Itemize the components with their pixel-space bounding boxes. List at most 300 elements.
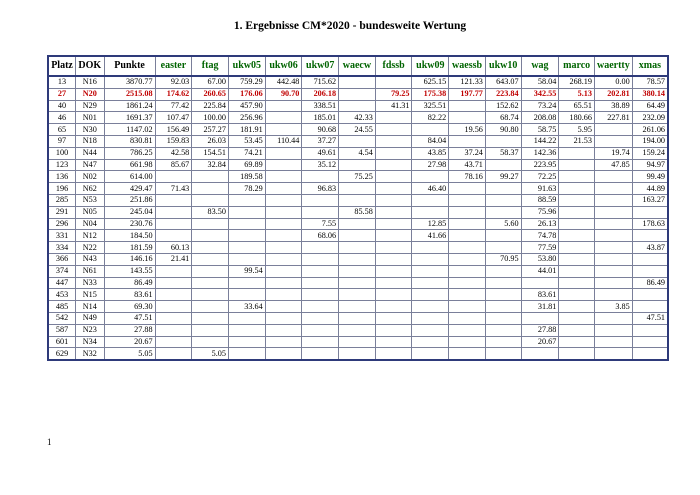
cell-ukw09: [412, 124, 449, 136]
cell-dok: N32: [76, 348, 105, 360]
cell-waecw: [339, 135, 376, 147]
cell-ukw07: [302, 312, 339, 324]
cell-fdssb: [375, 124, 412, 136]
cell-ukw06: 90.70: [265, 88, 302, 100]
cell-ukw05: [228, 312, 265, 324]
cell-fdssb: [375, 230, 412, 242]
page-title: 1. Ergebnisse CM*2020 - bundesweite Wertung: [233, 20, 467, 32]
cell-fdssb: [375, 183, 412, 195]
cell-platz: 291: [48, 206, 76, 218]
cell-ukw07: [302, 289, 339, 301]
cell-platz: 485: [48, 301, 76, 313]
column-header-easter: easter: [155, 56, 192, 76]
column-header-ukw05: ukw05: [228, 56, 265, 76]
cell-waertty: 0.00: [594, 76, 632, 88]
table-row: [48, 289, 668, 301]
cell-fdssb: [375, 218, 412, 230]
cell-fdssb: [375, 348, 412, 360]
cell-ukw09: [412, 348, 449, 360]
cell-waecw: [339, 194, 376, 206]
cell-ukw05: 176.06: [228, 88, 265, 100]
cell-waecw: [339, 348, 376, 360]
cell-ukw09: 12.85: [412, 218, 449, 230]
cell-ukw09: 41.66: [412, 230, 449, 242]
table-row: [48, 159, 668, 171]
table-row: [48, 230, 668, 242]
cell-waecw: [339, 277, 376, 289]
cell-ukw09: 43.85: [412, 147, 449, 159]
cell-ukw09: [412, 324, 449, 336]
cell-waertty: 202.81: [594, 88, 632, 100]
cell-marco: 180.66: [559, 112, 595, 124]
table-row: [48, 124, 668, 136]
cell-ukw10: [485, 348, 521, 360]
cell-ftag: 257.27: [192, 124, 229, 136]
cell-ukw10: 223.84: [485, 88, 521, 100]
cell-marco: 65.51: [559, 100, 595, 112]
cell-ftag: 26.03: [192, 135, 229, 147]
column-header-ukw07: ukw07: [302, 56, 339, 76]
cell-punkte: 245.04: [104, 206, 155, 218]
cell-ukw05: 33.64: [228, 301, 265, 313]
cell-easter: [155, 265, 192, 277]
cell-waertty: [594, 348, 632, 360]
cell-platz: 296: [48, 218, 76, 230]
cell-fdssb: [375, 312, 412, 324]
table-row: [48, 242, 668, 254]
table-row: [48, 194, 668, 206]
cell-waessb: [449, 301, 486, 313]
cell-punkte: 3870.77: [104, 76, 155, 88]
table-row: [48, 76, 668, 88]
cell-platz: 374: [48, 265, 76, 277]
table-row: [48, 265, 668, 277]
cell-ukw06: [265, 183, 302, 195]
table-header: [48, 56, 668, 76]
cell-marco: [559, 324, 595, 336]
cell-easter: 60.13: [155, 242, 192, 254]
cell-platz: 40: [48, 100, 76, 112]
table-row: [48, 324, 668, 336]
cell-ukw06: [265, 159, 302, 171]
table-row: [48, 301, 668, 313]
cell-platz: 65: [48, 124, 76, 136]
column-header-wag: wag: [521, 56, 559, 76]
cell-waecw: [339, 159, 376, 171]
cell-easter: [155, 218, 192, 230]
cell-dok: N29: [76, 100, 105, 112]
cell-ukw06: [265, 112, 302, 124]
cell-waessb: [449, 348, 486, 360]
cell-punkte: 20.67: [104, 336, 155, 348]
cell-ukw10: [485, 301, 521, 313]
cell-ftag: 260.65: [192, 88, 229, 100]
cell-waertty: 47.85: [594, 159, 632, 171]
cell-ukw06: [265, 206, 302, 218]
cell-wag: 31.81: [521, 301, 559, 313]
cell-ukw05: [228, 348, 265, 360]
cell-waessb: [449, 218, 486, 230]
cell-easter: [155, 289, 192, 301]
cell-ukw10: [485, 277, 521, 289]
column-header-punkte: Punkte: [104, 56, 155, 76]
cell-ukw06: [265, 194, 302, 206]
cell-xmas: [632, 206, 668, 218]
cell-fdssb: [375, 265, 412, 277]
cell-ukw06: [265, 253, 302, 265]
cell-ftag: [192, 194, 229, 206]
table-row: [48, 112, 668, 124]
cell-xmas: 163.27: [632, 194, 668, 206]
cell-xmas: [632, 348, 668, 360]
cell-ukw07: [302, 277, 339, 289]
cell-ftag: [192, 183, 229, 195]
cell-ukw07: [302, 242, 339, 254]
cell-ftag: 5.05: [192, 348, 229, 360]
cell-ukw09: [412, 206, 449, 218]
cell-waessb: [449, 100, 486, 112]
cell-punkte: 614.00: [104, 171, 155, 183]
cell-easter: [155, 324, 192, 336]
cell-punkte: 251.86: [104, 194, 155, 206]
cell-punkte: 184.50: [104, 230, 155, 242]
cell-ukw09: [412, 194, 449, 206]
cell-platz: 100: [48, 147, 76, 159]
cell-ukw10: [485, 265, 521, 277]
cell-fdssb: 41.31: [375, 100, 412, 112]
cell-wag: 27.88: [521, 324, 559, 336]
cell-platz: 331: [48, 230, 76, 242]
cell-ukw07: [302, 336, 339, 348]
cell-ukw07: [302, 171, 339, 183]
cell-waecw: [339, 88, 376, 100]
cell-ukw07: 185.01: [302, 112, 339, 124]
cell-ukw05: [228, 242, 265, 254]
cell-xmas: [632, 289, 668, 301]
cell-waertty: [594, 135, 632, 147]
cell-waecw: [339, 289, 376, 301]
cell-ukw10: [485, 194, 521, 206]
cell-ukw09: 325.51: [412, 100, 449, 112]
cell-easter: 71.43: [155, 183, 192, 195]
cell-marco: [559, 336, 595, 348]
cell-ukw10: 5.60: [485, 218, 521, 230]
cell-fdssb: [375, 301, 412, 313]
cell-marco: [559, 289, 595, 301]
cell-wag: 53.80: [521, 253, 559, 265]
column-header-ukw06: ukw06: [265, 56, 302, 76]
cell-ukw07: [302, 348, 339, 360]
cell-ukw09: [412, 289, 449, 301]
cell-dok: N15: [76, 289, 105, 301]
cell-dok: N33: [76, 277, 105, 289]
cell-punkte: 5.05: [104, 348, 155, 360]
cell-ukw05: [228, 230, 265, 242]
cell-dok: N49: [76, 312, 105, 324]
cell-marco: [559, 277, 595, 289]
cell-waessb: [449, 230, 486, 242]
cell-dok: N34: [76, 336, 105, 348]
cell-wag: 58.75: [521, 124, 559, 136]
cell-ftag: [192, 289, 229, 301]
cell-waertty: [594, 277, 632, 289]
cell-ukw09: [412, 277, 449, 289]
cell-dok: N04: [76, 218, 105, 230]
cell-easter: 107.47: [155, 112, 192, 124]
cell-fdssb: [375, 289, 412, 301]
column-header-fdssb: fdssb: [375, 56, 412, 76]
cell-xmas: 99.49: [632, 171, 668, 183]
cell-ukw06: [265, 336, 302, 348]
cell-ukw10: [485, 135, 521, 147]
cell-dok: N43: [76, 253, 105, 265]
cell-platz: 542: [48, 312, 76, 324]
table-row: [48, 171, 668, 183]
cell-wag: [521, 348, 559, 360]
cell-ukw07: 37.27: [302, 135, 339, 147]
cell-xmas: 47.51: [632, 312, 668, 324]
cell-ukw06: [265, 277, 302, 289]
cell-waessb: 121.33: [449, 76, 486, 88]
cell-punkte: 143.55: [104, 265, 155, 277]
cell-fdssb: [375, 253, 412, 265]
cell-ukw05: 69.89: [228, 159, 265, 171]
cell-waecw: [339, 100, 376, 112]
cell-marco: [559, 206, 595, 218]
cell-platz: 13: [48, 76, 76, 88]
cell-ftag: [192, 336, 229, 348]
cell-fdssb: [375, 112, 412, 124]
cell-easter: 92.03: [155, 76, 192, 88]
cell-waertty: 19.74: [594, 147, 632, 159]
cell-ukw06: [265, 324, 302, 336]
cell-ukw06: [265, 348, 302, 360]
cell-wag: 142.36: [521, 147, 559, 159]
cell-waessb: 37.24: [449, 147, 486, 159]
cell-ukw05: [228, 206, 265, 218]
cell-wag: 223.95: [521, 159, 559, 171]
table-row: [48, 147, 668, 159]
cell-ukw05: [228, 324, 265, 336]
cell-waessb: 197.77: [449, 88, 486, 100]
cell-waertty: 3.85: [594, 301, 632, 313]
cell-ukw09: [412, 171, 449, 183]
cell-xmas: 94.97: [632, 159, 668, 171]
cell-easter: [155, 312, 192, 324]
cell-ukw10: 70.95: [485, 253, 521, 265]
cell-waessb: [449, 206, 486, 218]
column-header-waecw: waecw: [339, 56, 376, 76]
cell-platz: 447: [48, 277, 76, 289]
cell-ukw09: 84.04: [412, 135, 449, 147]
cell-fdssb: [375, 206, 412, 218]
cell-wag: [521, 277, 559, 289]
cell-waertty: [594, 312, 632, 324]
cell-waecw: [339, 301, 376, 313]
cell-ukw07: 35.12: [302, 159, 339, 171]
cell-wag: 73.24: [521, 100, 559, 112]
cell-waecw: [339, 230, 376, 242]
cell-punkte: 429.47: [104, 183, 155, 195]
cell-xmas: 44.89: [632, 183, 668, 195]
cell-xmas: [632, 336, 668, 348]
cell-ukw10: [485, 183, 521, 195]
cell-waecw: [339, 336, 376, 348]
cell-ukw06: [265, 265, 302, 277]
cell-wag: 20.67: [521, 336, 559, 348]
cell-ukw09: [412, 336, 449, 348]
table-row: [48, 206, 668, 218]
cell-ukw09: 27.98: [412, 159, 449, 171]
cell-platz: 366: [48, 253, 76, 265]
cell-ukw07: 96.83: [302, 183, 339, 195]
cell-xmas: 43.87: [632, 242, 668, 254]
cell-ukw07: [302, 253, 339, 265]
cell-ukw06: [265, 171, 302, 183]
cell-ftag: 154.51: [192, 147, 229, 159]
cell-ukw10: [485, 159, 521, 171]
cell-easter: [155, 277, 192, 289]
cell-fdssb: [375, 159, 412, 171]
cell-ftag: [192, 265, 229, 277]
cell-marco: 21.53: [559, 135, 595, 147]
cell-ukw10: [485, 312, 521, 324]
cell-easter: [155, 194, 192, 206]
cell-ukw09: 82.22: [412, 112, 449, 124]
cell-marco: [559, 147, 595, 159]
cell-ftag: [192, 312, 229, 324]
cell-wag: 88.59: [521, 194, 559, 206]
cell-ukw05: 99.54: [228, 265, 265, 277]
cell-ukw06: [265, 312, 302, 324]
table-row: [48, 135, 668, 147]
cell-marco: [559, 348, 595, 360]
cell-marco: [559, 312, 595, 324]
cell-ukw05: [228, 218, 265, 230]
cell-ftag: [192, 242, 229, 254]
cell-marco: [559, 183, 595, 195]
cell-ukw10: 68.74: [485, 112, 521, 124]
cell-ukw10: 58.37: [485, 147, 521, 159]
cell-xmas: [632, 253, 668, 265]
cell-dok: N12: [76, 230, 105, 242]
cell-ukw05: 181.91: [228, 124, 265, 136]
cell-ukw10: [485, 206, 521, 218]
cell-dok: N20: [76, 88, 105, 100]
cell-ftag: 83.50: [192, 206, 229, 218]
cell-ukw10: 152.62: [485, 100, 521, 112]
cell-punkte: 786.25: [104, 147, 155, 159]
cell-xmas: 64.49: [632, 100, 668, 112]
cell-ftag: [192, 324, 229, 336]
header-row: [48, 56, 668, 76]
cell-ukw09: [412, 265, 449, 277]
cell-fdssb: [375, 242, 412, 254]
cell-dok: N47: [76, 159, 105, 171]
cell-ukw09: [412, 312, 449, 324]
cell-xmas: [632, 324, 668, 336]
table-row: [48, 218, 668, 230]
cell-punkte: 83.61: [104, 289, 155, 301]
cell-wag: 72.25: [521, 171, 559, 183]
cell-ukw05: 74.21: [228, 147, 265, 159]
cell-waecw: 42.33: [339, 112, 376, 124]
cell-marco: [559, 301, 595, 313]
cell-punkte: 27.88: [104, 324, 155, 336]
cell-platz: 196: [48, 183, 76, 195]
cell-marco: [559, 230, 595, 242]
cell-waessb: 43.71: [449, 159, 486, 171]
cell-punkte: 1147.02: [104, 124, 155, 136]
cell-ukw07: [302, 206, 339, 218]
cell-ukw10: 643.07: [485, 76, 521, 88]
cell-easter: 174.62: [155, 88, 192, 100]
cell-platz: 334: [48, 242, 76, 254]
cell-easter: 85.67: [155, 159, 192, 171]
table-row: [48, 88, 668, 100]
column-header-ftag: ftag: [192, 56, 229, 76]
cell-ftag: [192, 230, 229, 242]
column-header-ukw10: ukw10: [485, 56, 521, 76]
results-table: [47, 55, 669, 361]
cell-waertty: [594, 171, 632, 183]
cell-ukw09: 175.38: [412, 88, 449, 100]
cell-platz: 453: [48, 289, 76, 301]
table-row: [48, 312, 668, 324]
table-row: [48, 183, 668, 195]
table-body: [48, 76, 668, 360]
cell-xmas: 194.00: [632, 135, 668, 147]
cell-marco: 5.13: [559, 88, 595, 100]
cell-easter: 159.83: [155, 135, 192, 147]
cell-platz: 46: [48, 112, 76, 124]
cell-fdssb: [375, 194, 412, 206]
cell-marco: [559, 265, 595, 277]
cell-platz: 601: [48, 336, 76, 348]
cell-ukw10: 90.80: [485, 124, 521, 136]
cell-waertty: [594, 324, 632, 336]
cell-waertty: [594, 194, 632, 206]
cell-dok: N14: [76, 301, 105, 313]
cell-wag: 77.59: [521, 242, 559, 254]
cell-punkte: 181.59: [104, 242, 155, 254]
column-header-ukw09: ukw09: [412, 56, 449, 76]
cell-ftag: [192, 301, 229, 313]
cell-dok: N61: [76, 265, 105, 277]
cell-dok: N44: [76, 147, 105, 159]
cell-waertty: [594, 206, 632, 218]
cell-ftag: [192, 253, 229, 265]
cell-waertty: 227.81: [594, 112, 632, 124]
table-row: [48, 253, 668, 265]
cell-dok: N62: [76, 183, 105, 195]
cell-wag: 208.08: [521, 112, 559, 124]
cell-ukw07: [302, 265, 339, 277]
cell-waecw: [339, 218, 376, 230]
cell-ukw07: 68.06: [302, 230, 339, 242]
cell-easter: 21.41: [155, 253, 192, 265]
cell-ftag: 32.84: [192, 159, 229, 171]
cell-ukw05: 256.96: [228, 112, 265, 124]
cell-wag: 91.63: [521, 183, 559, 195]
cell-ftag: 225.84: [192, 100, 229, 112]
cell-punkte: 2515.08: [104, 88, 155, 100]
cell-ukw10: [485, 289, 521, 301]
cell-platz: 97: [48, 135, 76, 147]
cell-waertty: [594, 253, 632, 265]
cell-easter: [155, 230, 192, 242]
cell-wag: 58.04: [521, 76, 559, 88]
